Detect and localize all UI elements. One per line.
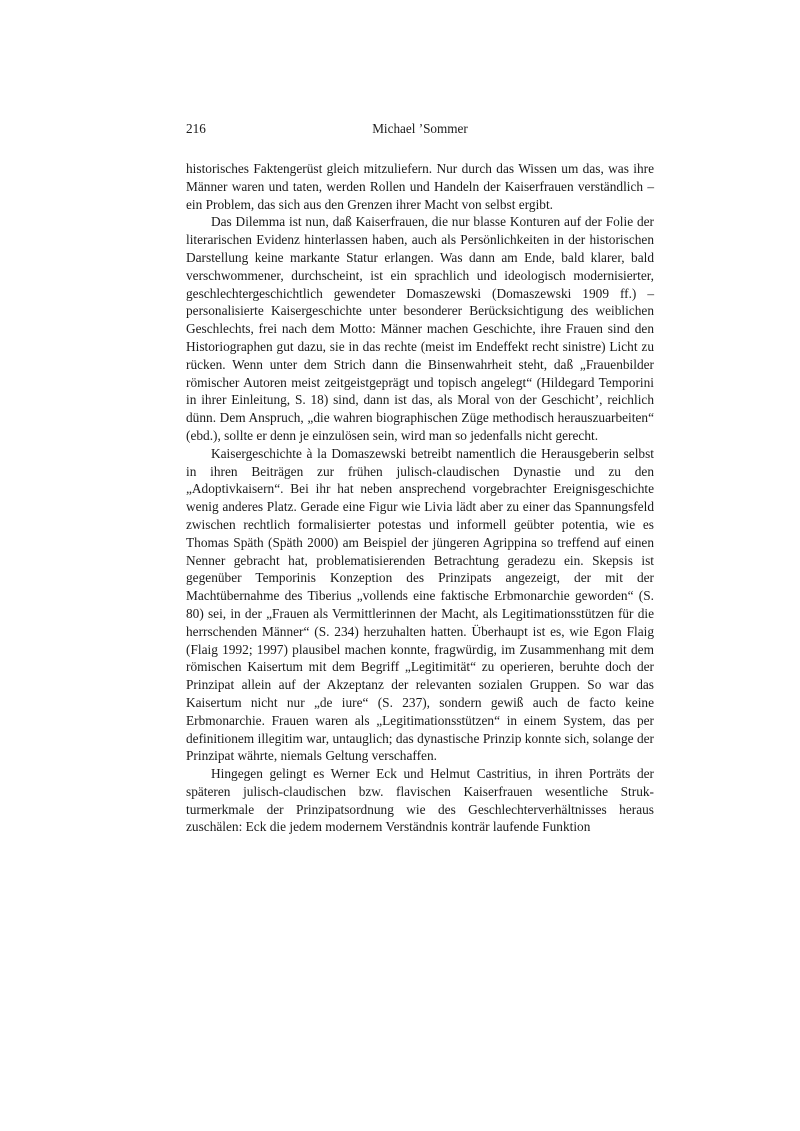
- paragraph-eck-castritius: Hingegen gelingt es Werner Eck und Helmut Castritius, in ihren Porträts der späteren julisch-claudischen bzw. flavischen Kaiserfrauen wesentliche Strukturmerkmale der Prinzipatsordnung wie des Geschlechterverhältnisses heraus zuschälen: Eck die jedem modernem Verständnis konträr laufende Funktion: [186, 766, 654, 835]
- paragraph-domaszewski: Kaisergeschichte à la Domaszewski betreibt namentlich die Herausgeberin selbst in ihren Beiträgen zur frühen julisch-claudischen Dynastie und zu den „Adoptivkaisern“. Bei ihr hat neben ansprechend vorgebrachter Ereignisgeschichte wenig anderes Platz. Gerade eine Figur wie Livia lädt aber zu einer das Spannungsfeld zwischen rechtlich formalisierter potestas und informell geübter potentia, wie es Thomas Späth (Späth 2000) am Beispiel der jüngeren Agrippina so treffend auf einen Nenner gebracht hat, problematisierenden Betrachtung geradezu ein. Skepsis ist gegenüber Temporinis Konzeption des Prinzipats angezeigt, der mit der Machtübernahme des Tiberius „vollends eine faktische Erbmonarchie geworden“ (S. 80) sei, in der „Frauen als Vermittlerinnen der Macht, als Legitimationsstützen für die herrschenden Männer“ (S. 234) herzuhalten hatten. Überhaupt ist es, wie Egon Flaig (Flaig 1992; 1997) plausibel machen konnte, fragwürdig, im Zusammenhang mit dem römischen Kaisertum mit dem Begriff „Legitimität“ zu operieren, beruhte doch der Prinzipat allein auf der Akzeptanz der relevanten sozialen Gruppen. So war das Kaisertum nicht nur „de iure“ (S. 237), sondern gewiß auch de facto keine Erbmonarchie. Frauen waren als „Legitimationsstützen“ in einem System, das per definitionem illegitim war, untauglich; das dynastische Prinzip konnte sich, solange der Prinzipat währte, niemals Geltung verschaffen.: [186, 445, 654, 764]
- running-head-author: Michael ’Sommer: [372, 121, 468, 136]
- body-text: [186, 160, 654, 836]
- page-number: 216: [186, 121, 206, 136]
- paragraph-dilemma: Das Dilemma ist nun, daß Kaiserfrauen, die nur blasse Konturen auf der Folie der literarischen Evidenz hinterlassen haben, auch als Persönlichkeiten in der historischen Darstellung keine markante Statur erlangen. Was dann am Ende, bald klarer, bald verschwommener, durchscheint, ist ein sprachlich und ideologisch modernisierter, geschlechtergeschichtlich gewendeter Domaszewski (Domaszewski 1909 ff.) – personalisierte Kaisergeschichte unter besonderer Berücksichtigung des weiblichen Geschlechts, frei nach dem Motto: Männer machen Geschichte, ihre Frauen sind den Historiographen gut dazu, sie in das rechte (meist im Endeffekt recht sinistre) Licht zu rücken. Wenn unter dem Strich dann die Binsenwahrheit steht, daß „Frauenbilder römischer Autoren meist zeitgeistgeprägt und topisch angelegt“ (Hildegard Temporini in ihrer Einleitung, S. 18) sind, dann ist das, als Moral von der Geschicht’, reichlich dünn. Dem Anspruch, „die wahren biographischen Züge methodisch herauszuarbeiten“ (ebd.), sollte er denn je einzulösen sein, wird man so jedenfalls nicht gerecht.: [186, 214, 654, 443]
- running-head: [186, 119, 654, 139]
- paragraph-continuation: historisches Faktengerüst gleich mitzuliefern. Nur durch das Wissen um das, was ihre Männer waren und taten, werden Rollen und Handeln der Kaiserfrauen verständlich – ein Problem, das sich aus den Grenzen ihrer Macht von selbst ergibt.: [186, 161, 654, 212]
